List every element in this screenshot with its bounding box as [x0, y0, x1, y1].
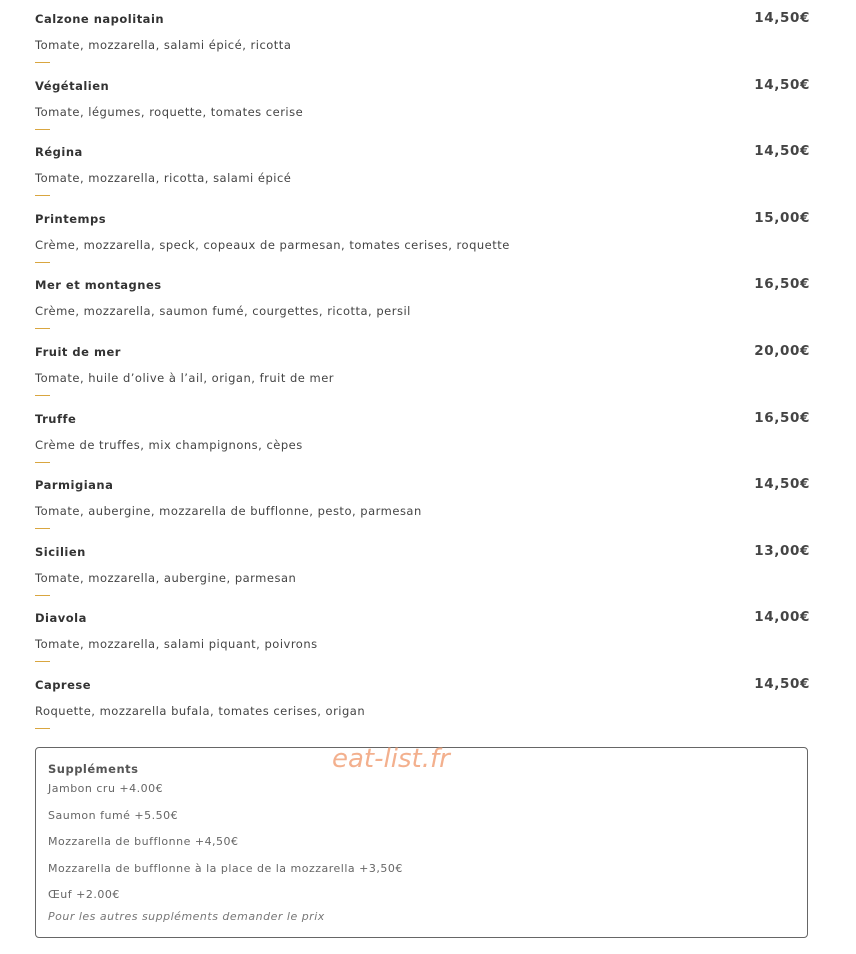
menu-item: [35, 599, 810, 666]
item-separator: [35, 595, 50, 596]
menu-list: [35, 0, 810, 733]
menu-item: [35, 200, 810, 267]
item-price: 20,00€: [754, 342, 810, 359]
supplements-note: Pour les autres suppléments demander le prix: [48, 910, 325, 923]
item-name: Végétalien: [35, 78, 110, 93]
item-name: Mer et montagnes: [35, 278, 162, 293]
item-description: Tomate, mozzarella, salami piquant, poivrons: [35, 637, 318, 652]
item-price: 16,50€: [754, 276, 810, 293]
supplement-line: Saumon fumé +5.50€: [48, 809, 179, 822]
item-price: 14,50€: [754, 10, 810, 26]
menu-item: [35, 333, 810, 400]
item-separator: [35, 328, 50, 329]
item-separator: [35, 262, 50, 263]
item-separator: [35, 728, 50, 729]
item-separator: [35, 62, 50, 63]
menu-item: [35, 67, 810, 134]
item-price: 15,00€: [754, 209, 810, 226]
item-description: Tomate, mozzarella, aubergine, parmesan: [35, 570, 297, 585]
item-price: 14,50€: [754, 476, 810, 493]
item-description: Roquette, mozzarella bufala, tomates cerises, origan: [35, 703, 366, 718]
item-separator: [35, 129, 50, 130]
item-price: 14,50€: [754, 143, 810, 160]
item-name: Fruit de mer: [35, 344, 121, 359]
menu-item: [35, 400, 810, 467]
item-name: Sicilien: [35, 544, 86, 559]
item-name: Caprese: [35, 677, 92, 692]
item-description: Tomate, légumes, roquette, tomates cerise: [35, 104, 304, 119]
item-name: Régina: [35, 145, 83, 160]
item-price: 13,00€: [754, 542, 810, 559]
supplement-line: Mozzarella de bufflonne à la place de la mozzarella +3,50€: [48, 862, 403, 875]
item-price: 14,50€: [754, 76, 810, 93]
item-name: Printemps: [35, 211, 107, 226]
item-description: Crème, mozzarella, saumon fumé, courgettes, ricotta, persil: [35, 304, 411, 319]
supplement-line: Jambon cru +4.00€: [48, 782, 164, 795]
item-description: Tomate, huile d’olive à l’ail, origan, fruit de mer: [35, 370, 335, 385]
item-description: Tomate, aubergine, mozzarella de bufflonne, pesto, parmesan: [35, 504, 422, 519]
watermark-logo: eat-list.fr: [332, 744, 450, 774]
item-separator: [35, 395, 50, 396]
menu-item: [35, 666, 810, 733]
item-description: Tomate, mozzarella, ricotta, salami épicé: [35, 171, 292, 186]
supplements-box: [35, 747, 808, 938]
item-description: Crème, mozzarella, speck, copeaux de parmesan, tomates cerises, roquette: [35, 237, 510, 252]
item-separator: [35, 195, 50, 196]
item-name: Calzone napolitain: [35, 12, 165, 26]
menu-item: [35, 266, 810, 333]
supplements-title: Suppléments: [48, 762, 139, 776]
supplement-line: Œuf +2.00€: [48, 888, 120, 901]
menu-item: [35, 533, 810, 600]
item-price: 14,50€: [754, 675, 810, 692]
menu-item: [35, 133, 810, 200]
item-name: Diavola: [35, 611, 87, 626]
item-description: Tomate, mozzarella, salami épicé, ricotta: [35, 38, 292, 52]
menu-item: [35, 0, 810, 67]
item-price: 14,00€: [754, 609, 810, 626]
item-separator: [35, 528, 50, 529]
supplement-line: Mozzarella de bufflonne +4,50€: [48, 835, 239, 848]
item-price: 16,50€: [754, 409, 810, 426]
item-description: Crème de truffes, mix champignons, cèpes: [35, 437, 303, 452]
menu-item: [35, 466, 810, 533]
item-name: Parmigiana: [35, 478, 114, 493]
item-separator: [35, 462, 50, 463]
item-name: Truffe: [35, 411, 77, 426]
item-separator: [35, 661, 50, 662]
